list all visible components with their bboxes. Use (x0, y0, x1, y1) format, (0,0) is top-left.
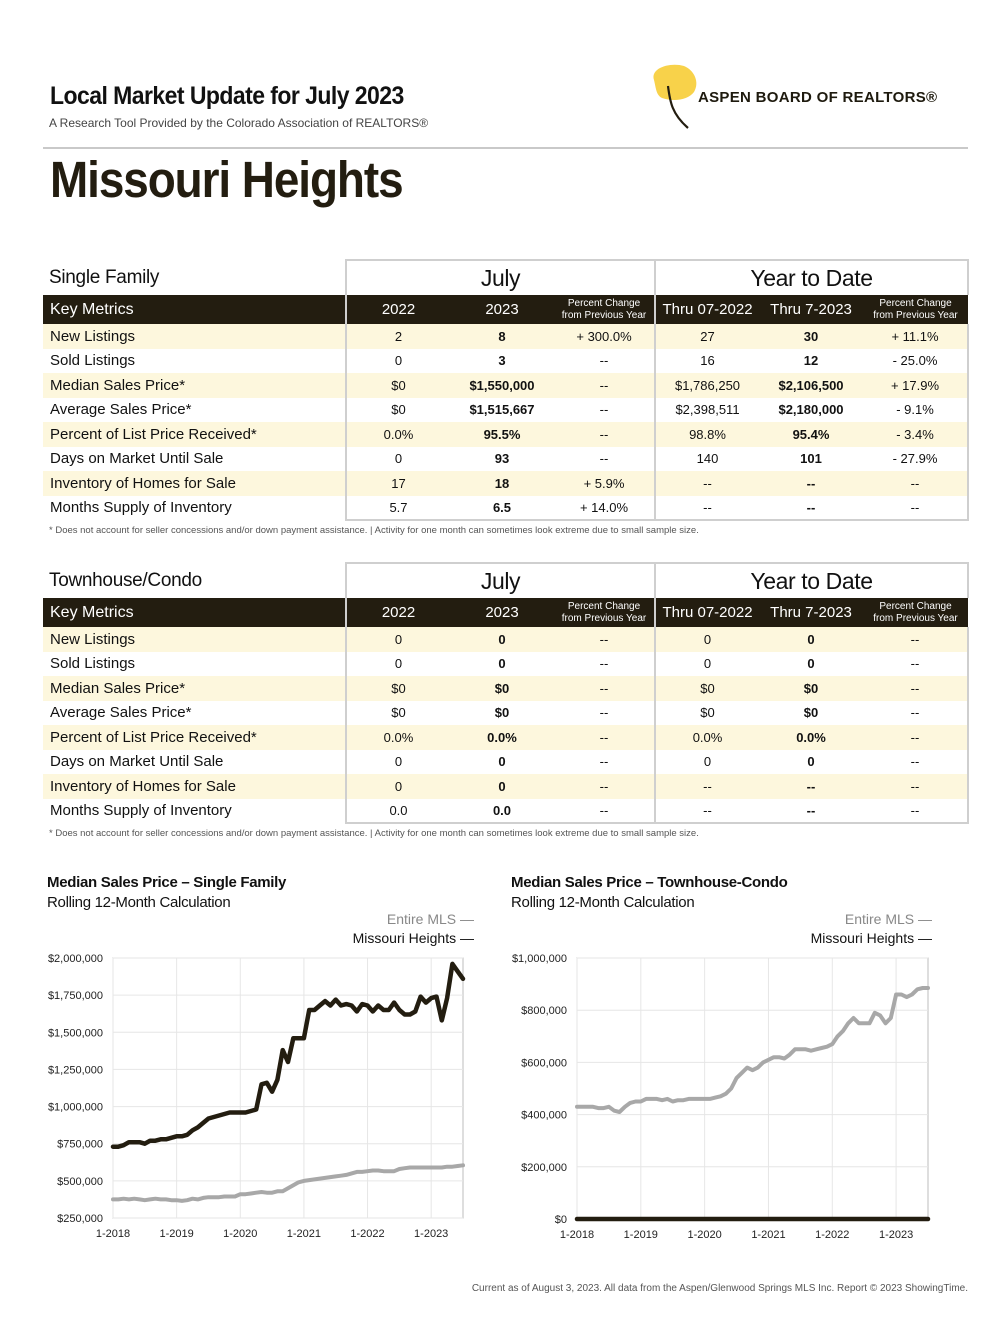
col-pct-change: Percent Change from Previous Year (554, 598, 655, 627)
ytd-2023-value: 12 (803, 353, 819, 369)
month-2023-value: 18 (450, 471, 554, 496)
y-tick-label: $400,000 (521, 1109, 567, 1122)
ytd-2023-value: -- (759, 799, 863, 824)
series-line-entire-mls (577, 988, 928, 1112)
metric-label: Percent of List Price Received* (43, 422, 346, 447)
ytd-2022-value: $1,786,250 (655, 373, 759, 398)
metric-label: Months Supply of Inventory (50, 499, 232, 517)
y-tick-label: $0 (554, 1214, 567, 1226)
ytd-2022-value: $0 (655, 701, 759, 726)
ytd-2023-value: $2,106,500 (759, 373, 863, 398)
ytd-2023-value: 0 (807, 754, 815, 770)
month-pct-change: -- (599, 353, 609, 369)
ytd-2023-value: 0 (759, 627, 863, 652)
col-thru-2022: Thru 07-2022 (655, 598, 759, 627)
metric-label: Sold Listings (50, 655, 136, 673)
col-thru-2023: Thru 7-2023 (759, 295, 863, 324)
ytd-2022-value: 16 (655, 349, 759, 374)
plot-frame (577, 958, 928, 1219)
month-2023-value: 0 (450, 774, 554, 799)
month-pct-change: -- (554, 627, 655, 652)
month-2022-value: 0 (346, 652, 450, 677)
x-tick-label: 1-2018 (559, 1229, 595, 1241)
col-pct-change: Percent Change from Previous Year (554, 295, 655, 324)
month-2023-value: 3 (498, 353, 506, 369)
series-line-missouri-heights (113, 964, 463, 1147)
footnote-townhouse: * Does not account for seller concessions and/or down payment assistance. | Activity for one month can sometimes look extreme due to small sample size. (49, 828, 699, 839)
month-2022-value: 0 (346, 349, 450, 374)
metric-label: New Listings (43, 324, 346, 349)
month-2023-value: 0 (498, 656, 506, 672)
ytd-2023-value: 95.4% (759, 422, 863, 447)
month-pct-change: -- (599, 402, 609, 418)
ytd-2023-value: -- (759, 471, 863, 496)
month-2022-value: 0 (346, 627, 450, 652)
month-2023-value: $0 (450, 676, 554, 701)
col-2022: 2022 (346, 295, 450, 324)
ytd-pct-change: -- (863, 750, 968, 775)
x-tick-label: 1-2020 (223, 1228, 258, 1240)
ytd-pct-change: + 11.1% (863, 324, 968, 349)
month-pct-change: + 14.0% (554, 496, 655, 521)
x-tick-label: 1-2021 (286, 1228, 322, 1240)
metric-label: Months Supply of Inventory (50, 802, 232, 820)
month-2022-value: 0.0% (346, 422, 450, 447)
x-tick-label: 1-2023 (878, 1229, 914, 1241)
ytd-2023-value: $2,180,000 (778, 402, 844, 418)
month-2023-value: 0.0 (450, 799, 554, 824)
report-footer: Current as of August 3, 2023. All data from the Aspen/Glenwood Springs MLS Inc. Report © 2023 ShowingTime. (471, 1283, 968, 1294)
month-2023-value: $1,515,667 (469, 402, 535, 418)
month-2022-value: 0.0% (346, 725, 450, 750)
month-2023-value: 0 (450, 627, 554, 652)
ytd-2023-value: 0 (807, 656, 815, 672)
metric-label: Inventory of Homes for Sale (43, 774, 346, 799)
y-tick-label: $1,250,000 (47, 1064, 103, 1077)
ytd-2022-value: 0.0% (655, 725, 759, 750)
ytd-group-header: Year to Date (655, 260, 968, 295)
ytd-pct-change: - 25.0% (863, 349, 968, 374)
metric-label: Median Sales Price* (43, 373, 346, 398)
metric-label: Percent of List Price Received* (43, 725, 346, 750)
ytd-2022-value: 0 (655, 652, 759, 677)
y-tick-label: $1,750,000 (47, 990, 103, 1003)
ytd-pct-change: + 17.9% (863, 373, 968, 398)
report-title: Local Market Update for July 2023 (50, 82, 404, 110)
x-tick-label: 1-2023 (414, 1228, 449, 1240)
month-pct-change: -- (554, 774, 655, 799)
y-tick-label: $1,000,000 (47, 1101, 103, 1114)
metric-label: Inventory of Homes for Sale (43, 471, 346, 496)
ytd-pct-change: -- (863, 774, 968, 799)
metric-label: New Listings (43, 627, 346, 652)
metric-label: Average Sales Price* (50, 704, 192, 722)
place-name: Missouri Heights (50, 151, 403, 208)
month-2022-value: $0 (346, 701, 450, 726)
month-2023-value: $0 (494, 705, 510, 721)
month-pct-change: -- (554, 799, 655, 824)
metric-label: Days on Market Until Sale (50, 450, 224, 468)
metric-label: Sold Listings (50, 352, 136, 370)
y-tick-label: $800,000 (521, 1005, 567, 1018)
series-line-entire-mls (113, 1165, 463, 1201)
y-tick-label: $2,000,000 (47, 953, 103, 965)
key-metrics-header: Key Metrics (43, 295, 346, 324)
month-pct-change: -- (554, 422, 655, 447)
month-pct-change: -- (599, 451, 609, 467)
y-tick-label: $500,000 (57, 1175, 103, 1188)
x-tick-label: 1-2019 (623, 1229, 658, 1241)
col-thru-2023: Thru 7-2023 (759, 598, 863, 627)
col-2023: 2023 (450, 295, 554, 324)
month-pct-change: -- (599, 754, 609, 770)
chart-title-townhouse: Median Sales Price – Townhouse-Condo (511, 874, 788, 891)
month-2022-value: 17 (346, 471, 450, 496)
legend-missouri-heights: Missouri Heights — (352, 930, 474, 946)
ytd-pct-change: -- (863, 701, 968, 726)
y-tick-label: $1,000,000 (511, 953, 567, 965)
ytd-pct-change: -- (863, 496, 968, 521)
ytd-pct-change: -- (863, 799, 968, 824)
plot-frame (113, 958, 463, 1218)
month-2023-value: 0.0% (450, 725, 554, 750)
ytd-2022-value: 27 (655, 324, 759, 349)
legend-entire-mls: Entire MLS — (844, 911, 932, 927)
section-label: Single Family (49, 266, 160, 288)
ytd-2022-value: 98.8% (655, 422, 759, 447)
ytd-pct-change: -- (863, 471, 968, 496)
col-thru-2022: Thru 07-2022 (655, 295, 759, 324)
ytd-2022-value: -- (655, 496, 759, 521)
month-group-header: July (346, 563, 655, 598)
ytd-2022-value: $0 (655, 676, 759, 701)
y-tick-label: $250,000 (57, 1213, 103, 1225)
col-2022: 2022 (346, 598, 450, 627)
col-ytd-pct-change: Percent Change from Previous Year (863, 598, 968, 627)
month-2023-value: 95.5% (450, 422, 554, 447)
month-2022-value: 2 (346, 324, 450, 349)
ytd-pct-change: - 3.4% (863, 422, 968, 447)
ytd-pct-change: -- (863, 725, 968, 750)
metric-label: Median Sales Price* (43, 676, 346, 701)
month-2022-value: $0 (346, 373, 450, 398)
ytd-2022-value: 0 (655, 750, 759, 775)
ytd-2023-value: 101 (800, 451, 822, 467)
ytd-2023-value: 30 (759, 324, 863, 349)
month-pct-change: -- (599, 656, 609, 672)
ytd-2023-value: $0 (759, 676, 863, 701)
metric-label: Days on Market Until Sale (50, 753, 224, 771)
x-tick-label: 1-2022 (815, 1229, 850, 1241)
month-2023-value: 8 (450, 324, 554, 349)
month-2022-value: 0 (346, 774, 450, 799)
ytd-pct-change: -- (863, 652, 968, 677)
ytd-pct-change: -- (863, 627, 968, 652)
x-tick-label: 1-2018 (95, 1228, 131, 1240)
section-label: Townhouse/Condo (49, 569, 202, 591)
y-tick-label: $1,500,000 (47, 1027, 103, 1040)
x-tick-label: 1-2019 (159, 1228, 194, 1240)
ytd-pct-change: -- (863, 676, 968, 701)
chart-subtitle-townhouse: Rolling 12-Month Calculation (511, 894, 695, 911)
ytd-pct-change: - 27.9% (863, 447, 968, 472)
month-pct-change: + 300.0% (554, 324, 655, 349)
ytd-2023-value: $0 (803, 705, 819, 721)
y-tick-label: $750,000 (57, 1138, 103, 1151)
chart-title-single-family: Median Sales Price – Single Family (47, 874, 287, 891)
y-tick-label: $600,000 (521, 1057, 567, 1070)
month-2023-value: 93 (494, 451, 510, 467)
ytd-2022-value: -- (655, 774, 759, 799)
month-2023-value: $1,550,000 (450, 373, 554, 398)
ytd-2022-value: -- (655, 799, 759, 824)
ytd-2022-value: -- (655, 471, 759, 496)
metric-label: Average Sales Price* (50, 401, 192, 419)
ytd-group-header: Year to Date (655, 563, 968, 598)
x-tick-label: 1-2022 (350, 1228, 385, 1240)
month-pct-change: -- (554, 373, 655, 398)
month-group-header: July (346, 260, 655, 295)
month-2022-value: 5.7 (346, 496, 450, 521)
ytd-2023-value: -- (759, 774, 863, 799)
month-2022-value: $0 (346, 676, 450, 701)
month-2023-value: 0 (498, 754, 506, 770)
col-ytd-pct-change: Percent Change from Previous Year (863, 295, 968, 324)
legend-missouri-heights: Missouri Heights — (810, 930, 932, 946)
month-pct-change: -- (554, 725, 655, 750)
logo-text: ASPEN BOARD OF REALTORS® (698, 89, 938, 106)
month-2023-value: 6.5 (450, 496, 554, 521)
ytd-2023-value: -- (759, 496, 863, 521)
month-2022-value: 0 (346, 750, 450, 775)
month-pct-change: + 5.9% (554, 471, 655, 496)
month-pct-change: -- (554, 676, 655, 701)
key-metrics-header: Key Metrics (43, 598, 346, 627)
x-tick-label: 1-2021 (751, 1229, 786, 1241)
chart-subtitle-single-family: Rolling 12-Month Calculation (47, 894, 231, 911)
ytd-2022-value: 140 (655, 447, 759, 472)
month-pct-change: -- (599, 705, 609, 721)
ytd-2022-value: 0 (655, 627, 759, 652)
col-2023: 2023 (450, 598, 554, 627)
y-tick-label: $200,000 (521, 1161, 567, 1174)
ytd-2023-value: 0.0% (759, 725, 863, 750)
legend-entire-mls: Entire MLS — (386, 911, 474, 927)
footnote-single-family: * Does not account for seller concessions and/or down payment assistance. | Activity for one month can sometimes look extreme due to small sample size. (49, 525, 699, 536)
month-2022-value: 0.0 (346, 799, 450, 824)
report-subtitle: A Research Tool Provided by the Colorado Association of REALTORS® (49, 116, 429, 130)
month-2022-value: $0 (346, 398, 450, 423)
ytd-2022-value: $2,398,511 (655, 398, 759, 423)
x-tick-label: 1-2020 (687, 1229, 722, 1241)
month-2022-value: 0 (346, 447, 450, 472)
ytd-pct-change: - 9.1% (863, 398, 968, 423)
